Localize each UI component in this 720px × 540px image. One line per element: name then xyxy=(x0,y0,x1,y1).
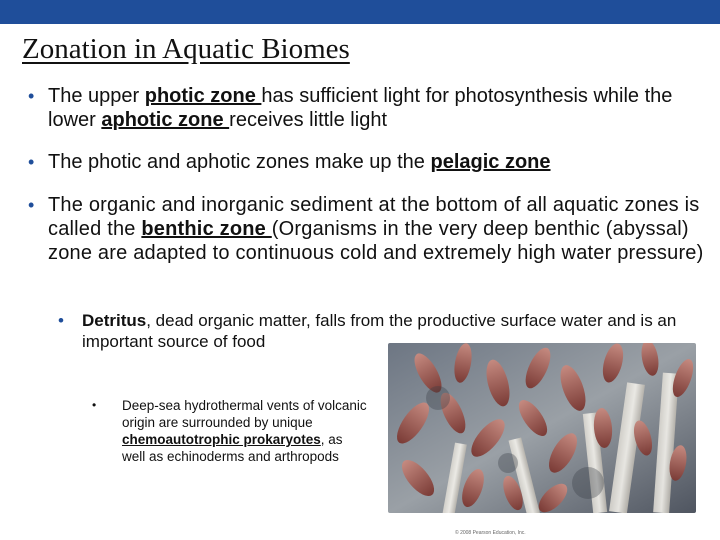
bullet-text: The photic and aphotic zones make up the xyxy=(48,151,431,173)
bullet-text: , as well as echinoderms and arthropods xyxy=(122,432,343,464)
term-pelagic-zone: pelagic zone xyxy=(430,151,551,173)
bullet-dot-icon: • xyxy=(28,195,35,215)
bullet-text: Deep-sea hydrothermal vents of volcanic origin are surrounded by unique xyxy=(122,398,367,430)
top-header-bar xyxy=(0,0,720,24)
term-detritus: Detritus xyxy=(82,311,147,330)
photo-credit: © 2008 Pearson Education, Inc. xyxy=(455,530,526,536)
bullet-text: The upper xyxy=(48,85,145,107)
tube-worms-photo xyxy=(388,343,696,513)
bullet-dot-icon: • xyxy=(92,398,97,412)
bullet-dot-icon: • xyxy=(28,86,35,106)
term-chemoautotrophic-prokaryotes: chemoautotrophic prokaryotes xyxy=(122,432,321,447)
term-photic-zone: photic zone xyxy=(144,85,262,107)
bullet-dot-icon: • xyxy=(28,152,35,172)
bullet-text: (Organisms in the very deep benthic (abyssal) zone are adapted to continuous cold and extremely high water pressure) xyxy=(48,218,704,264)
sub-sub-bullet-vents xyxy=(92,397,367,465)
slide-title: Zonation in Aquatic Biomes xyxy=(22,33,350,65)
bullet-benthic-zone xyxy=(28,193,708,265)
bullet-text: The organic and inorganic sediment at the bottom of all aquatic zones is called the xyxy=(48,194,700,240)
term-aphotic-zone: aphotic zone xyxy=(101,109,230,131)
bullet-pelagic-zone xyxy=(28,150,708,174)
tube-worms-illustration xyxy=(388,343,696,513)
term-benthic-zone: benthic zone xyxy=(141,218,272,240)
bullet-photic-zone xyxy=(28,84,708,132)
bullet-text: receives little light xyxy=(229,109,387,131)
bullet-text: , dead organic matter, falls from the productive surface water and is an important source of food xyxy=(82,311,677,351)
bullet-text: has sufficient light for photosynthesis while the lower xyxy=(48,85,673,131)
bullet-dot-icon: • xyxy=(58,311,64,330)
